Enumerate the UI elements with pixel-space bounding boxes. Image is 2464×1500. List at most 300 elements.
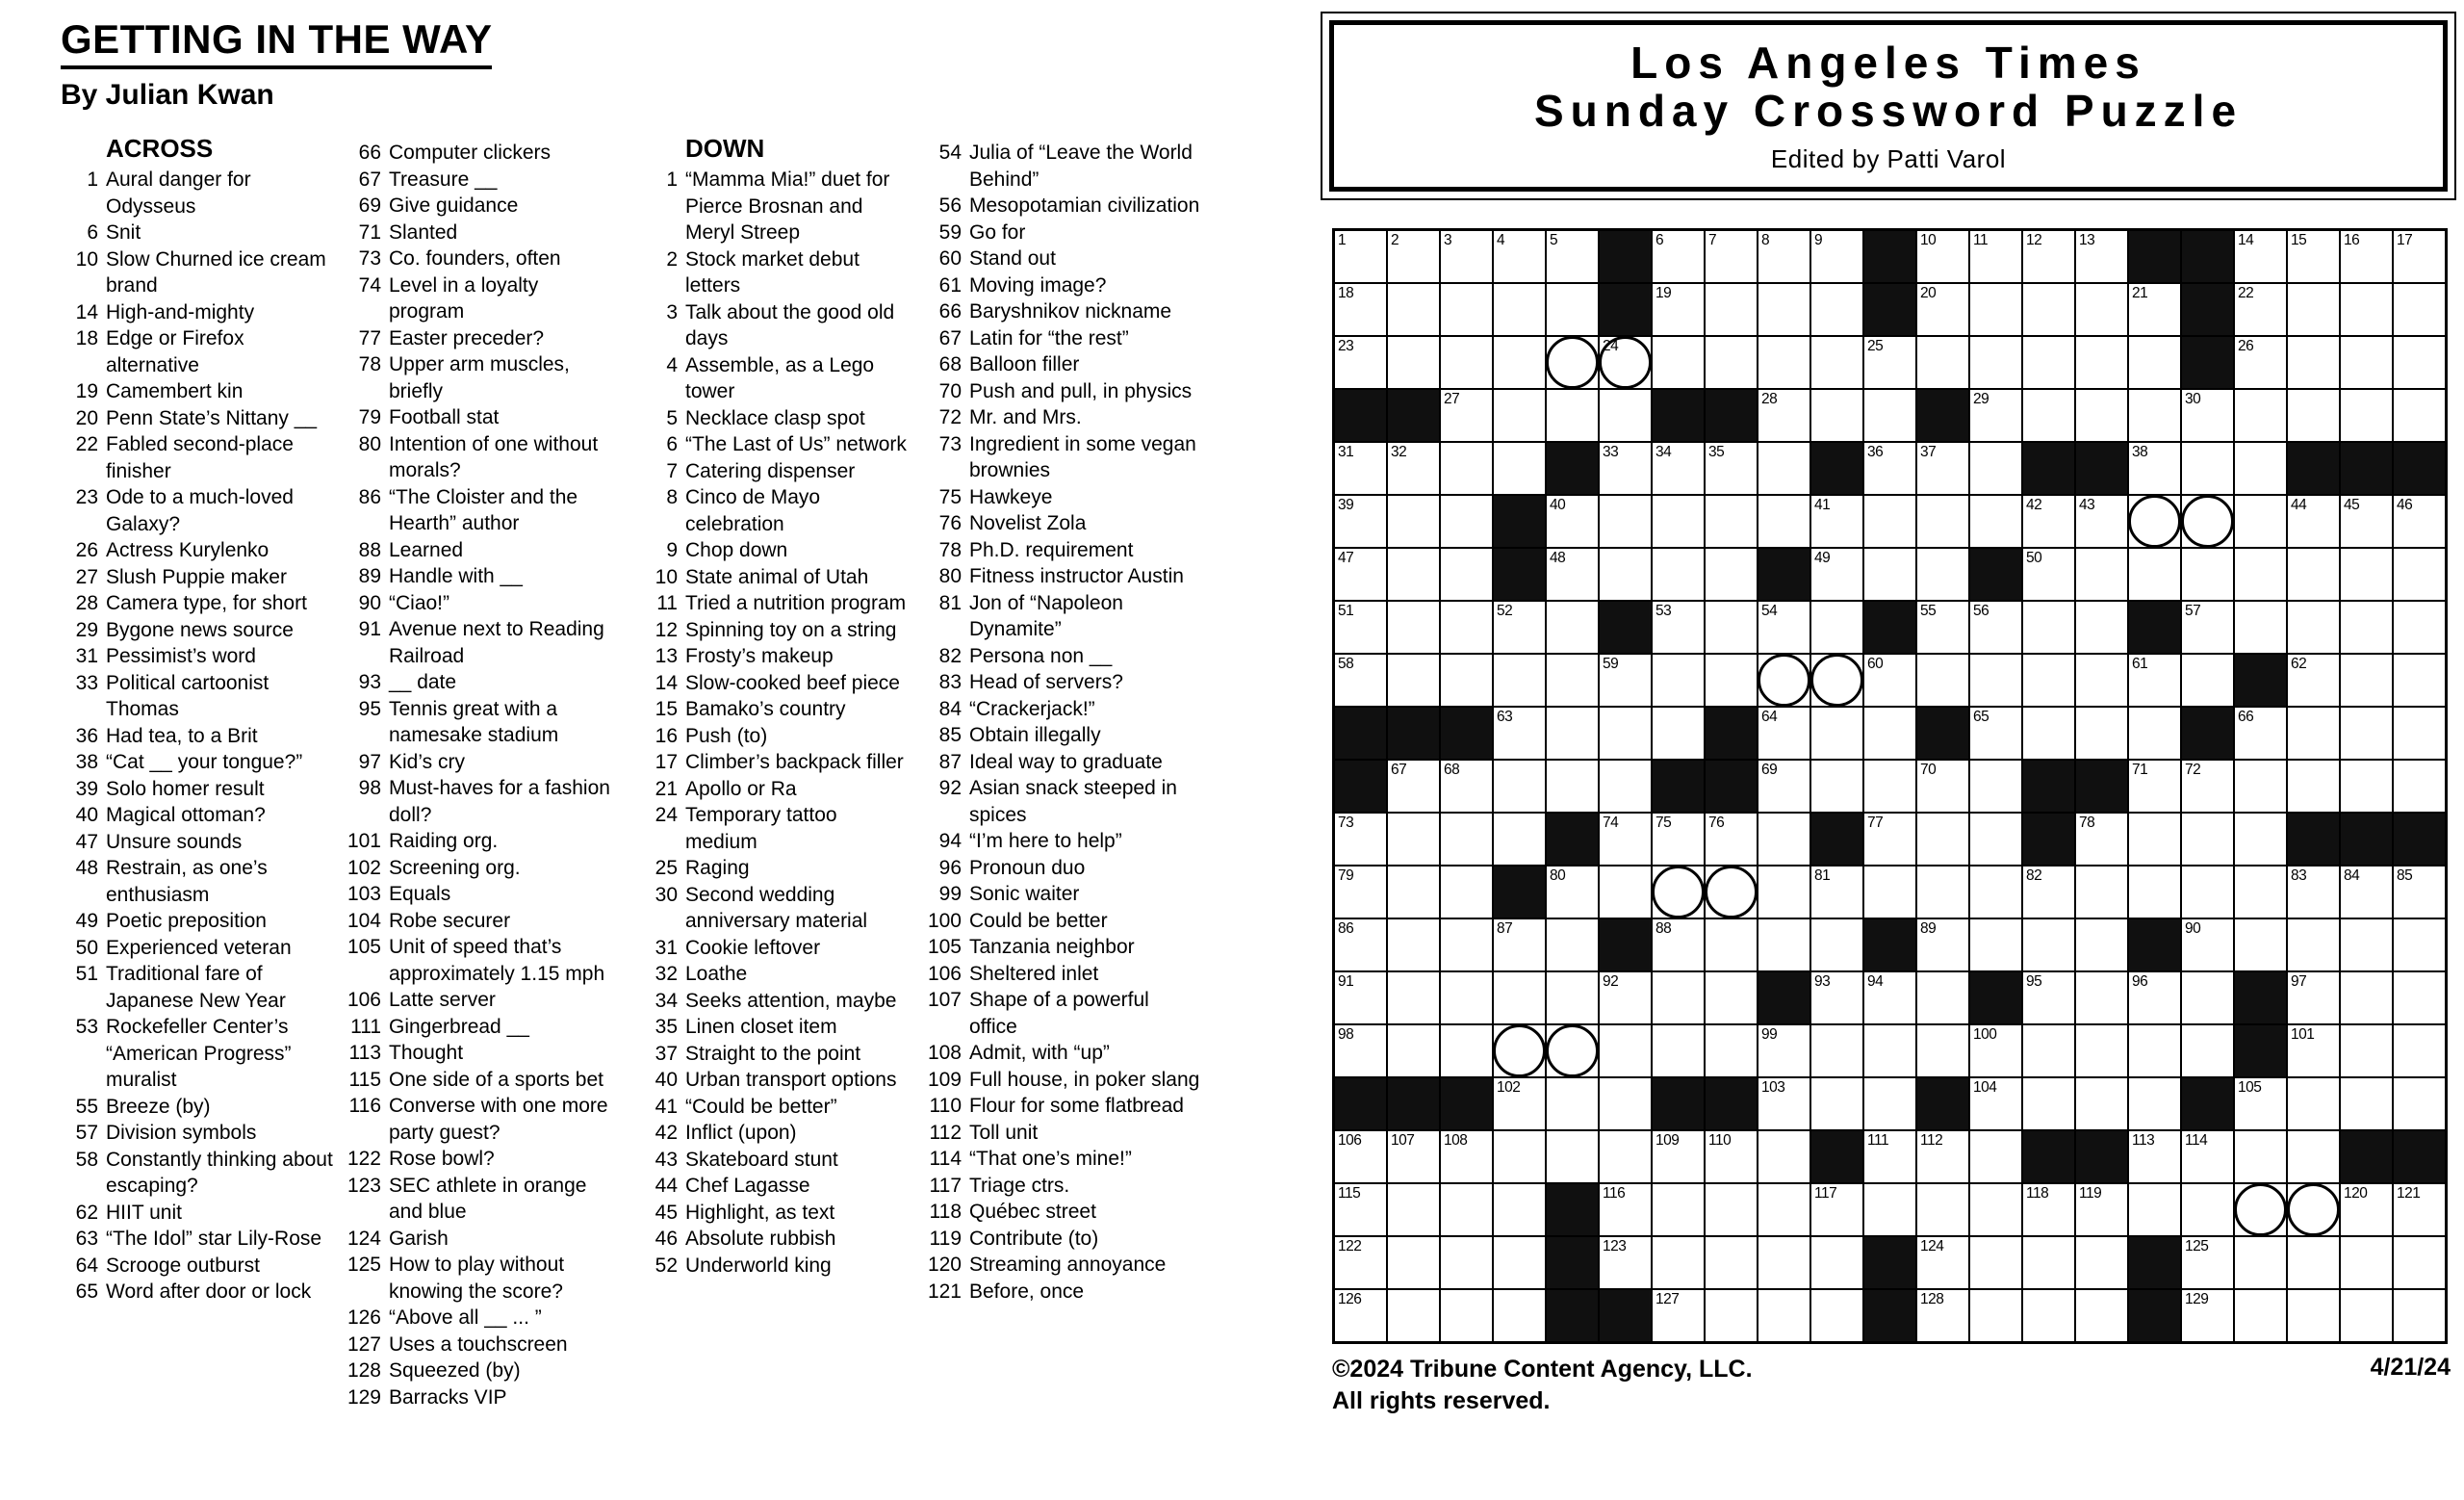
grid-cell[interactable] xyxy=(1969,918,2022,971)
grid-cell[interactable] xyxy=(1493,1289,1546,1342)
grid-cell[interactable] xyxy=(1440,389,1493,442)
grid-cell[interactable] xyxy=(2340,495,2393,548)
grid-cell[interactable] xyxy=(1863,813,1916,866)
grid-cell[interactable] xyxy=(1969,601,2022,654)
grid-cell[interactable] xyxy=(1493,442,1546,495)
grid-cell[interactable] xyxy=(2022,230,2075,283)
grid-cell[interactable] xyxy=(2287,654,2340,707)
grid-cell[interactable] xyxy=(1916,495,1969,548)
grid-cell[interactable] xyxy=(2075,230,2128,283)
grid-cell[interactable] xyxy=(1652,495,1705,548)
grid-cell[interactable] xyxy=(2287,1236,2340,1289)
grid-cell[interactable] xyxy=(1334,813,1387,866)
grid-cell[interactable] xyxy=(1916,918,1969,971)
grid-cell[interactable] xyxy=(2340,971,2393,1024)
grid-cell[interactable] xyxy=(2181,918,2234,971)
grid-cell[interactable] xyxy=(1705,336,1758,389)
grid-cell[interactable] xyxy=(2287,283,2340,336)
grid-cell[interactable] xyxy=(2022,283,2075,336)
grid-cell[interactable] xyxy=(2075,813,2128,866)
grid-cell[interactable] xyxy=(1334,971,1387,1024)
grid-cell[interactable] xyxy=(1493,1183,1546,1236)
grid-cell[interactable] xyxy=(2022,336,2075,389)
grid-cell[interactable] xyxy=(2393,1183,2446,1236)
grid-cell[interactable] xyxy=(1652,336,1705,389)
grid-cell[interactable] xyxy=(1652,1024,1705,1077)
grid-cell[interactable] xyxy=(1705,813,1758,866)
grid-cell[interactable] xyxy=(1493,918,1546,971)
grid-cell[interactable] xyxy=(1387,1024,1440,1077)
grid-cell[interactable] xyxy=(1810,1289,1863,1342)
grid-cell[interactable] xyxy=(1599,1077,1652,1130)
grid-cell[interactable] xyxy=(2287,1130,2340,1183)
grid-cell[interactable] xyxy=(1387,1236,1440,1289)
grid-cell[interactable] xyxy=(1810,389,1863,442)
grid-cell[interactable] xyxy=(1916,1024,1969,1077)
grid-cell[interactable] xyxy=(2340,1236,2393,1289)
grid-cell[interactable] xyxy=(1810,1183,1863,1236)
grid-cell[interactable] xyxy=(1969,336,2022,389)
grid-cell[interactable] xyxy=(1334,230,1387,283)
grid-cell[interactable] xyxy=(2075,971,2128,1024)
grid-cell[interactable] xyxy=(1758,707,1810,760)
grid-cell[interactable] xyxy=(1916,283,1969,336)
grid-cell[interactable] xyxy=(1546,1024,1599,1077)
grid-cell[interactable] xyxy=(1334,866,1387,918)
grid-cell[interactable] xyxy=(1705,548,1758,601)
grid-cell[interactable] xyxy=(1916,230,1969,283)
grid-cell[interactable] xyxy=(2393,230,2446,283)
grid-cell[interactable] xyxy=(2340,389,2393,442)
grid-cell[interactable] xyxy=(1546,495,1599,548)
grid-cell[interactable] xyxy=(1810,707,1863,760)
grid-cell[interactable] xyxy=(1546,283,1599,336)
grid-cell[interactable] xyxy=(1810,1077,1863,1130)
grid-cell[interactable] xyxy=(2022,389,2075,442)
grid-cell[interactable] xyxy=(2181,495,2234,548)
grid-cell[interactable] xyxy=(1969,495,2022,548)
grid-cell[interactable] xyxy=(1493,336,1546,389)
grid-cell[interactable] xyxy=(1387,601,1440,654)
grid-cell[interactable] xyxy=(1758,230,1810,283)
grid-cell[interactable] xyxy=(1758,442,1810,495)
grid-cell[interactable] xyxy=(1863,971,1916,1024)
grid-cell[interactable] xyxy=(1969,813,2022,866)
grid-cell[interactable] xyxy=(2181,866,2234,918)
grid-cell[interactable] xyxy=(2075,336,2128,389)
grid-cell[interactable] xyxy=(2340,548,2393,601)
grid-cell[interactable] xyxy=(1546,336,1599,389)
grid-cell[interactable] xyxy=(1863,654,1916,707)
grid-cell[interactable] xyxy=(2128,1183,2181,1236)
grid-cell[interactable] xyxy=(2234,230,2287,283)
grid-cell[interactable] xyxy=(2393,495,2446,548)
grid-cell[interactable] xyxy=(1969,1289,2022,1342)
grid-cell[interactable] xyxy=(1440,813,1493,866)
grid-cell[interactable] xyxy=(2075,389,2128,442)
grid-cell[interactable] xyxy=(1546,707,1599,760)
grid-cell[interactable] xyxy=(2181,1236,2234,1289)
grid-cell[interactable] xyxy=(2022,654,2075,707)
grid-cell[interactable] xyxy=(1387,1183,1440,1236)
grid-cell[interactable] xyxy=(1863,1077,1916,1130)
grid-cell[interactable] xyxy=(1546,230,1599,283)
grid-cell[interactable] xyxy=(2181,1130,2234,1183)
grid-cell[interactable] xyxy=(1758,918,1810,971)
grid-cell[interactable] xyxy=(2181,601,2234,654)
grid-cell[interactable] xyxy=(1705,971,1758,1024)
grid-cell[interactable] xyxy=(2075,283,2128,336)
grid-cell[interactable] xyxy=(1705,230,1758,283)
grid-cell[interactable] xyxy=(1758,336,1810,389)
grid-cell[interactable] xyxy=(2128,1024,2181,1077)
grid-cell[interactable] xyxy=(2022,971,2075,1024)
grid-cell[interactable] xyxy=(1705,442,1758,495)
grid-cell[interactable] xyxy=(1863,389,1916,442)
grid-cell[interactable] xyxy=(2340,230,2393,283)
grid-cell[interactable] xyxy=(1546,548,1599,601)
grid-cell[interactable] xyxy=(1705,495,1758,548)
grid-cell[interactable] xyxy=(1334,1289,1387,1342)
grid-cell[interactable] xyxy=(1916,1183,1969,1236)
grid-cell[interactable] xyxy=(2234,283,2287,336)
grid-cell[interactable] xyxy=(2128,813,2181,866)
grid-cell[interactable] xyxy=(1810,971,1863,1024)
grid-cell[interactable] xyxy=(1334,495,1387,548)
grid-cell[interactable] xyxy=(1334,1130,1387,1183)
grid-cell[interactable] xyxy=(1758,1236,1810,1289)
grid-cell[interactable] xyxy=(1440,336,1493,389)
grid-cell[interactable] xyxy=(1916,601,1969,654)
grid-cell[interactable] xyxy=(2340,707,2393,760)
grid-cell[interactable] xyxy=(1493,283,1546,336)
grid-cell[interactable] xyxy=(1863,1024,1916,1077)
grid-cell[interactable] xyxy=(2128,1130,2181,1183)
grid-cell[interactable] xyxy=(2181,1289,2234,1342)
grid-cell[interactable] xyxy=(1334,283,1387,336)
grid-cell[interactable] xyxy=(1758,601,1810,654)
grid-cell[interactable] xyxy=(1440,283,1493,336)
grid-cell[interactable] xyxy=(1493,813,1546,866)
grid-cell[interactable] xyxy=(2075,654,2128,707)
grid-cell[interactable] xyxy=(1705,1289,1758,1342)
grid-cell[interactable] xyxy=(1705,601,1758,654)
grid-cell[interactable] xyxy=(2022,1289,2075,1342)
grid-cell[interactable] xyxy=(2393,654,2446,707)
grid-cell[interactable] xyxy=(2181,1024,2234,1077)
grid-cell[interactable] xyxy=(2181,654,2234,707)
grid-cell[interactable] xyxy=(1652,1236,1705,1289)
grid-cell[interactable] xyxy=(1599,760,1652,813)
grid-cell[interactable] xyxy=(1599,336,1652,389)
grid-cell[interactable] xyxy=(1652,1289,1705,1342)
grid-cell[interactable] xyxy=(1387,1289,1440,1342)
grid-cell[interactable] xyxy=(1387,495,1440,548)
grid-cell[interactable] xyxy=(1652,918,1705,971)
grid-cell[interactable] xyxy=(1440,495,1493,548)
grid-cell[interactable] xyxy=(2287,866,2340,918)
grid-cell[interactable] xyxy=(1705,654,1758,707)
grid-cell[interactable] xyxy=(2128,283,2181,336)
grid-cell[interactable] xyxy=(1387,442,1440,495)
grid-cell[interactable] xyxy=(1599,654,1652,707)
grid-cell[interactable] xyxy=(2234,1289,2287,1342)
grid-cell[interactable] xyxy=(1969,707,2022,760)
grid-cell[interactable] xyxy=(1546,918,1599,971)
grid-cell[interactable] xyxy=(1387,866,1440,918)
grid-cell[interactable] xyxy=(2287,1289,2340,1342)
grid-cell[interactable] xyxy=(2075,707,2128,760)
grid-cell[interactable] xyxy=(1758,1077,1810,1130)
grid-cell[interactable] xyxy=(1758,1130,1810,1183)
grid-cell[interactable] xyxy=(1493,1024,1546,1077)
crossword-grid[interactable] xyxy=(1332,228,2448,1344)
grid-cell[interactable] xyxy=(2287,918,2340,971)
grid-cell[interactable] xyxy=(2287,971,2340,1024)
grid-cell[interactable] xyxy=(1969,1130,2022,1183)
grid-cell[interactable] xyxy=(1387,1130,1440,1183)
grid-cell[interactable] xyxy=(2234,760,2287,813)
grid-cell[interactable] xyxy=(2022,601,2075,654)
grid-cell[interactable] xyxy=(1546,654,1599,707)
grid-cell[interactable] xyxy=(1440,1024,1493,1077)
grid-cell[interactable] xyxy=(1493,707,1546,760)
grid-cell[interactable] xyxy=(1440,548,1493,601)
grid-cell[interactable] xyxy=(1758,1183,1810,1236)
grid-cell[interactable] xyxy=(1810,654,1863,707)
grid-cell[interactable] xyxy=(1652,601,1705,654)
grid-cell[interactable] xyxy=(1652,283,1705,336)
grid-cell[interactable] xyxy=(2022,866,2075,918)
grid-cell[interactable] xyxy=(1440,760,1493,813)
grid-cell[interactable] xyxy=(2075,1024,2128,1077)
grid-cell[interactable] xyxy=(1916,971,1969,1024)
grid-cell[interactable] xyxy=(2128,389,2181,442)
grid-cell[interactable] xyxy=(2340,1024,2393,1077)
grid-cell[interactable] xyxy=(1652,654,1705,707)
grid-cell[interactable] xyxy=(2287,548,2340,601)
grid-cell[interactable] xyxy=(1863,336,1916,389)
grid-cell[interactable] xyxy=(1969,389,2022,442)
grid-cell[interactable] xyxy=(1599,1024,1652,1077)
grid-cell[interactable] xyxy=(1810,495,1863,548)
grid-cell[interactable] xyxy=(1969,1024,2022,1077)
grid-cell[interactable] xyxy=(1493,601,1546,654)
grid-cell[interactable] xyxy=(1334,442,1387,495)
grid-cell[interactable] xyxy=(1758,283,1810,336)
grid-cell[interactable] xyxy=(1599,866,1652,918)
grid-cell[interactable] xyxy=(1387,760,1440,813)
grid-cell[interactable] xyxy=(2181,813,2234,866)
grid-cell[interactable] xyxy=(1705,283,1758,336)
grid-cell[interactable] xyxy=(1969,283,2022,336)
grid-cell[interactable] xyxy=(2287,495,2340,548)
grid-cell[interactable] xyxy=(2340,1289,2393,1342)
grid-cell[interactable] xyxy=(1810,1024,1863,1077)
grid-cell[interactable] xyxy=(2340,336,2393,389)
grid-cell[interactable] xyxy=(1440,1289,1493,1342)
grid-cell[interactable] xyxy=(2340,918,2393,971)
grid-cell[interactable] xyxy=(2234,1183,2287,1236)
grid-cell[interactable] xyxy=(1969,1183,2022,1236)
grid-cell[interactable] xyxy=(2181,548,2234,601)
grid-cell[interactable] xyxy=(1334,918,1387,971)
grid-cell[interactable] xyxy=(1969,230,2022,283)
grid-cell[interactable] xyxy=(2393,601,2446,654)
grid-cell[interactable] xyxy=(1916,866,1969,918)
grid-cell[interactable] xyxy=(2287,336,2340,389)
grid-cell[interactable] xyxy=(1387,813,1440,866)
grid-cell[interactable] xyxy=(2287,1024,2340,1077)
grid-cell[interactable] xyxy=(1599,707,1652,760)
grid-cell[interactable] xyxy=(1493,654,1546,707)
grid-cell[interactable] xyxy=(1652,707,1705,760)
grid-cell[interactable] xyxy=(2234,813,2287,866)
grid-cell[interactable] xyxy=(1493,1236,1546,1289)
grid-cell[interactable] xyxy=(2393,1289,2446,1342)
grid-cell[interactable] xyxy=(1810,601,1863,654)
grid-cell[interactable] xyxy=(1387,654,1440,707)
grid-cell[interactable] xyxy=(1387,548,1440,601)
grid-cell[interactable] xyxy=(1705,1024,1758,1077)
grid-cell[interactable] xyxy=(1916,760,1969,813)
grid-cell[interactable] xyxy=(1705,918,1758,971)
grid-cell[interactable] xyxy=(2234,548,2287,601)
grid-cell[interactable] xyxy=(1758,813,1810,866)
grid-cell[interactable] xyxy=(1758,1289,1810,1342)
grid-cell[interactable] xyxy=(2393,971,2446,1024)
grid-cell[interactable] xyxy=(1916,654,1969,707)
grid-cell[interactable] xyxy=(1546,866,1599,918)
grid-cell[interactable] xyxy=(1440,918,1493,971)
grid-cell[interactable] xyxy=(1916,1236,1969,1289)
grid-cell[interactable] xyxy=(1546,389,1599,442)
grid-cell[interactable] xyxy=(1863,866,1916,918)
grid-cell[interactable] xyxy=(2128,548,2181,601)
grid-cell[interactable] xyxy=(1334,548,1387,601)
grid-cell[interactable] xyxy=(1599,1183,1652,1236)
grid-cell[interactable] xyxy=(2181,971,2234,1024)
grid-cell[interactable] xyxy=(1440,1130,1493,1183)
grid-cell[interactable] xyxy=(1546,760,1599,813)
grid-cell[interactable] xyxy=(1810,336,1863,389)
grid-cell[interactable] xyxy=(1546,1130,1599,1183)
grid-cell[interactable] xyxy=(1969,1077,2022,1130)
grid-cell[interactable] xyxy=(1863,1183,1916,1236)
grid-cell[interactable] xyxy=(1758,654,1810,707)
grid-cell[interactable] xyxy=(2393,283,2446,336)
grid-cell[interactable] xyxy=(2393,760,2446,813)
grid-cell[interactable] xyxy=(1652,1130,1705,1183)
grid-cell[interactable] xyxy=(2128,866,2181,918)
grid-cell[interactable] xyxy=(1599,389,1652,442)
grid-cell[interactable] xyxy=(1652,813,1705,866)
grid-cell[interactable] xyxy=(2022,1077,2075,1130)
grid-cell[interactable] xyxy=(1440,230,1493,283)
grid-cell[interactable] xyxy=(2340,283,2393,336)
grid-cell[interactable] xyxy=(2393,1024,2446,1077)
grid-cell[interactable] xyxy=(2075,1289,2128,1342)
grid-cell[interactable] xyxy=(2075,1236,2128,1289)
grid-cell[interactable] xyxy=(1652,548,1705,601)
grid-cell[interactable] xyxy=(1652,971,1705,1024)
grid-cell[interactable] xyxy=(2181,442,2234,495)
grid-cell[interactable] xyxy=(1863,442,1916,495)
grid-cell[interactable] xyxy=(1440,1183,1493,1236)
grid-cell[interactable] xyxy=(2234,336,2287,389)
grid-cell[interactable] xyxy=(2075,918,2128,971)
grid-cell[interactable] xyxy=(2393,918,2446,971)
grid-cell[interactable] xyxy=(1599,971,1652,1024)
grid-cell[interactable] xyxy=(2234,601,2287,654)
grid-cell[interactable] xyxy=(1440,971,1493,1024)
grid-cell[interactable] xyxy=(2234,389,2287,442)
grid-cell[interactable] xyxy=(2287,1183,2340,1236)
grid-cell[interactable] xyxy=(1599,442,1652,495)
grid-cell[interactable] xyxy=(1916,813,1969,866)
grid-cell[interactable] xyxy=(1810,283,1863,336)
grid-cell[interactable] xyxy=(2075,601,2128,654)
grid-cell[interactable] xyxy=(1652,442,1705,495)
grid-cell[interactable] xyxy=(1969,442,2022,495)
grid-cell[interactable] xyxy=(1758,495,1810,548)
grid-cell[interactable] xyxy=(1863,1130,1916,1183)
grid-cell[interactable] xyxy=(1863,707,1916,760)
grid-cell[interactable] xyxy=(1916,442,1969,495)
grid-cell[interactable] xyxy=(1705,1130,1758,1183)
grid-cell[interactable] xyxy=(2234,918,2287,971)
grid-cell[interactable] xyxy=(1440,601,1493,654)
grid-cell[interactable] xyxy=(1387,230,1440,283)
grid-cell[interactable] xyxy=(2340,866,2393,918)
grid-cell[interactable] xyxy=(2234,1236,2287,1289)
grid-cell[interactable] xyxy=(1334,654,1387,707)
grid-cell[interactable] xyxy=(2128,336,2181,389)
grid-cell[interactable] xyxy=(1546,971,1599,1024)
grid-cell[interactable] xyxy=(1387,283,1440,336)
grid-cell[interactable] xyxy=(2181,760,2234,813)
grid-cell[interactable] xyxy=(2393,707,2446,760)
grid-cell[interactable] xyxy=(1599,1236,1652,1289)
grid-cell[interactable] xyxy=(2128,1077,2181,1130)
grid-cell[interactable] xyxy=(2287,230,2340,283)
grid-cell[interactable] xyxy=(1916,548,1969,601)
grid-cell[interactable] xyxy=(2287,707,2340,760)
grid-cell[interactable] xyxy=(2393,866,2446,918)
grid-cell[interactable] xyxy=(2393,336,2446,389)
grid-cell[interactable] xyxy=(1969,654,2022,707)
grid-cell[interactable] xyxy=(1546,601,1599,654)
grid-cell[interactable] xyxy=(1440,1236,1493,1289)
grid-cell[interactable] xyxy=(1863,495,1916,548)
grid-cell[interactable] xyxy=(1705,1183,1758,1236)
grid-cell[interactable] xyxy=(1387,918,1440,971)
grid-cell[interactable] xyxy=(2340,760,2393,813)
grid-cell[interactable] xyxy=(1705,1236,1758,1289)
grid-cell[interactable] xyxy=(2340,601,2393,654)
grid-cell[interactable] xyxy=(2393,389,2446,442)
grid-cell[interactable] xyxy=(1969,866,2022,918)
grid-cell[interactable] xyxy=(1810,548,1863,601)
grid-cell[interactable] xyxy=(2022,707,2075,760)
grid-cell[interactable] xyxy=(2128,971,2181,1024)
grid-cell[interactable] xyxy=(2340,654,2393,707)
grid-cell[interactable] xyxy=(2393,1236,2446,1289)
grid-cell[interactable] xyxy=(1493,1077,1546,1130)
grid-cell[interactable] xyxy=(2234,1077,2287,1130)
grid-cell[interactable] xyxy=(1334,1183,1387,1236)
grid-cell[interactable] xyxy=(1969,760,2022,813)
